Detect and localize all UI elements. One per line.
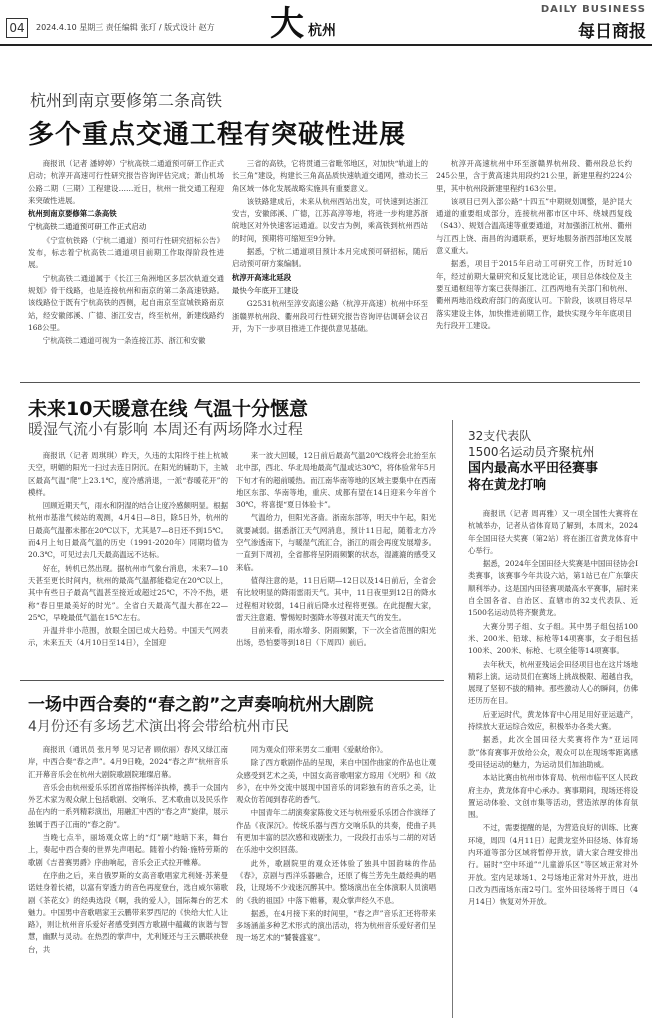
paragraph: 好在，转机已然出现。据杭州市气象台消息，未来7—10天甚至更长时间内，杭州的最高气温都能稳定在20℃以上，其中有些日子最高气温甚至接近或超过25℃，不冷不热，堪称“春日里最美好的时光”。全省白天最高气温大都在22—25℃，早晚最低气温在15℃左右。 [28, 563, 228, 622]
weather-column-2 [236, 450, 436, 672]
paragraph: 本站比赛由杭州市体育局、杭州市临平区人民政府主办，黄龙体育中心承办。赛事期间，现场还将设置运动体验、文创市集等活动，营造浓厚的体育氛围。 [468, 773, 638, 820]
paragraph: 不过，需要提醒的是，为营造良好的训练、比赛环境，周四（4月11日）起黄龙室外田径场、体育场内环道等部分区域将暂停开放，请大家合理安排出行。届时“空中环道”“儿童游乐区”等区域正常对外开放。室内足球场1、2号场地正常对外开放，进出口改为西南场东南2号门。室外田径场将于周日（4月14日）恢复对外开放。 [468, 823, 638, 907]
paragraph: 回顾近期天气，雨水和阴湿的结合让度冷感颇明显。根据杭州市基准气候站的观测，4月4日—8日，除5日外，杭州的日最高气温都未都在20℃以下，尤其是7—8日还不到15℃。而4月上旬日最高气温的历史（1991-2020年）同期均值为20.3℃，可见过去几天最高温远不达标。 [28, 501, 228, 560]
concert-headline: 一场中西合奏的“春之韵”之声奏响杭州大剧院 [28, 695, 374, 715]
subheading: 杭州到南京要修第二条高铁 [28, 209, 117, 219]
sports-kicker [468, 428, 595, 460]
paragraph: 大赛分男子组、女子组。其中男子组包括100米、200米、铅球、标枪等14项赛事，女子组包括100米、200米、标枪、七项全能等14项赛事。 [468, 621, 638, 656]
sports-headline-line-2: 将在黄龙打响 [468, 478, 547, 493]
paragraph: 值得注意的是，11日后期—12日以及14日前后，全省会有比较明显的降雨雷雨天气。其中，11日夜里到12日的降水过程相对较弱，14日前后降水过程将更强。在此提醒大家，雷天注意避、警惕短时强降水等强对流天气的发生。 [236, 575, 436, 622]
paragraph: 升温并非小范围，放眼全国已成大趋势。中国天气网表示，未来五天（4月10日至14日），全国迎 [28, 626, 228, 648]
subheading: 最快今年底开工建设 [232, 285, 299, 295]
concert-column-1 [28, 744, 228, 1016]
section-logo: 大 [270, 4, 304, 44]
masthead-rule [0, 44, 652, 46]
concert-column-2 [236, 744, 436, 1016]
paragraph: 去年秋天，杭州亚残运会田径项目也在这片场地精彩上演。运动员们在赛场上挑战极限、超越自我，展现了坚韧不拔的精神。那些激动人心的瞬间，仿佛还历历在目。 [468, 659, 638, 706]
paragraph: 杭淳开高速杭州中环至浙赣界杭州段、衢州段总长约245公里，含于黄高速共用段约21公里，新建里程约224公里，其中杭州段新建里程约163公里。 [436, 159, 632, 193]
paragraph: 目前来看，雨水增多、阴雨频繁，下一次全省范围的阳光出场，恐怕要等到18日（下周四）前后。 [236, 626, 436, 648]
lead-column-1 [28, 158, 224, 374]
sports-body [468, 508, 638, 1016]
paragraph: 来一波大回暖，12日前后最高气温20℃线将会北抬至东北中部，西北、华北局地最高气温或达30℃，将体验常年5月下旬才有的超前暖热。而江南华南等地的区域主要集中在西南地区东部、华南等地，重庆、成都有望在14日迎来今年首个30℃，将喜提“夏日体验卡”。 [236, 451, 436, 510]
section-region: 杭州 [308, 23, 336, 39]
publication-info: 2024.4.10 星期三 责任编辑 张玎 / 版式设计 赵方 [36, 23, 215, 32]
paper-name-cn: 每日商报 [578, 22, 646, 42]
page-number: 04 [6, 18, 28, 38]
paragraph: 气温给力，但阳光吝啬。浙南东部等，明天中午起，阳光就要减弱。据悉浙江天气网消息，预计11日起，随着北方冷空气渗透南下，与暖湿气流汇合，浙江的雨会再度发展增多。一直到下周初，全省都将呈阴雨频繁的状态，湿漉漉的感受又来临。 [236, 513, 436, 572]
paragraph: 据悉，2024年全国田径大奖赛是中国田径协会Ⅰ类赛事，该赛事今年共设六站，第1站已在广东肇庆顺利举办。这是国内田径赛项最高水平赛事，届时来自全国各省、自治区、直辖市的32支代表队、近1500名运动员将齐聚黄龙。 [468, 559, 638, 618]
paragraph: 该铁路建成后，未来从杭州西站出发，可快速到达浙江安吉，安徽郎溪、广德，江苏高淳等地，将进一步构建苏浙皖地区对外快速客运通道。以安吉为例，乘高铁到杭州西站的时间，预期将可缩短至9分钟。 [232, 196, 428, 243]
subheading: 杭淳开高速北延段 [232, 272, 292, 282]
paragraph: 据悉，宁杭二通道项目预计本月完成预可研招标，随后启动预可研方案编制。 [232, 247, 428, 269]
paragraph: 在序曲之后，来自俄罗斯的女高音歌唱家尤利娅·苏莱曼诺娃身着长裙，以富有穿透力的音色再度登台，选自威尔第歌剧《茶花女》的经典选段《啊，我的爱人》，国际舞台的艺术魅力。中国男中音歌唱家王云鹏带来罗西尼的《快给大忙人让路》，则让杭州音乐爱好者感受到西方歌剧中蕴藏的诙谐与智慧，幽默与灵动。在热烈的掌声中，尤利娅还与王云鹏联袂登台，共 [28, 870, 228, 954]
sports-headline [468, 460, 598, 494]
masthead [0, 0, 652, 46]
lead-column-3 [436, 158, 632, 374]
paragraph: 音乐会由杭州爱乐乐团首席指挥杨洋执棒，携手一众国内外艺术家为观众献上包括歌剧、交响乐、艺术歌曲以及民乐作品在内的一系列精彩演出，用融汇中西的“春之声”旋律，展示独属于西子江南的“春之韵”。 [28, 782, 228, 829]
sports-headline-line-1: 国内最高水平田径赛事 [468, 461, 599, 476]
paragraph: 此外，歌剧院里的观众还体验了独具中国韵味的作品《春》，京剧与西洋乐器融合，还原了梅兰芳先生最经典的唱段，让现场不少戏迷沉醉其中。整场演出在全体演职人员演唱的《我的祖国》中落下帷幕，观众掌声经久不息。 [236, 858, 436, 905]
paragraph: 当晚七点半，丽场观众席上的“灯”刷”地暗下来，舞台上，奏起中西合奏的世界先声唱起。随着小约翰·施特劳斯的歌剧《吉普赛男爵》序曲响起，音乐会正式拉开帷幕。 [28, 833, 228, 867]
paragraph: 该项目已列入部公路“十四五”中期规划调整，是沪昆大通道的重要组成部分，连接杭州都市区中环、绕城西复线（S43）、规划合温高速等重要通道，对加强浙江杭州、衢州与江西上饶、南昌的沟通联系，更好地服务浙西部地区发展意义重大。 [436, 196, 632, 256]
paragraph: 后亚运时代，黄龙体育中心用足用好亚运遗产，持续放大亚运综合效应，积极举办各类大赛。 [468, 709, 638, 732]
paragraph: 据悉，此次全国田径大奖赛将作为“亚运同款”体育赛事开放给公众，观众可以在现场零距离感受田径运动的魅力，为运动员们加油助威。 [468, 735, 638, 769]
paragraph: 商报讯（记者 潘婷婷）宁杭高铁二通道预可研工作正式启动；杭淳开高速可行性研究报告咨询评估完成；萧山机场公路二期（三期）工程建设……近日，杭州一批交通工程迎来突破性进展。 [28, 159, 224, 205]
paragraph: 除了西方歌剧作品的呈现，来自中国作曲家的作品也让观众感受到艺术之美，中国女高音歌唱家方琼用《光明》和《故乡》，在中外交流中展现中国音乐的词彩独有的音乐之美，让观众仿若闻到春花的香气。 [236, 758, 436, 805]
paragraph: 三省的高铁，它将贯通三省毗邻地区，对加快“轨道上的长三角”建设，构建长三角高品质快速轨道交通网，推动长三角区域一体化发展战略实施具有重要意义。 [232, 159, 428, 193]
lead-headline: 多个重点交通工程有突破性进展 [28, 120, 407, 150]
paragraph: 商报讯（记者 周琪琪）昨天，久违的太阳终于挂上杭城天空，明媚的阳光一扫过去连日阴沉。在阳光的辅助下，主城区最高气温“爬”上23.1℃，度冷感消退，一派“春暖花开”的模样。 [28, 451, 228, 497]
paragraph: 中国青年二胡演奏家陈俊文还与杭州爱乐乐团合作演绎了作品《夜深沉》。传统乐器与西方交响乐队的共奏，使曲子具有更加丰富的层次感和戏剧张力，一段段打击乐与二胡的对话在乐池中交织回荡。 [236, 808, 436, 855]
paragraph: 宁杭高铁二通道属于《长江三角洲地区多层次轨道交通规划》骨干线路，也是连接杭州和南京的第二条高速铁路。该线路位于既有宁杭高铁的西侧，起自南京至宣城铁路南京站，经安徽郎溪、广德、浙江安吉，终至杭州，新建线路约168公里。 [28, 273, 224, 332]
paragraph: G2531杭州至淳安高速公路（杭淳开高速）杭州中环至浙赣界杭州段、衢州段可行性研究报告咨询评估调研会议召开，为下一步项目推进工作提供意见基础。 [232, 299, 428, 333]
concert-subheadline: 4月份还有多场艺术演出将会带给杭州市民 [28, 719, 289, 735]
paragraph: 宁杭高铁二通道可视为一条连接江苏、浙江和安徽 [42, 336, 206, 346]
subheading: 宁杭高铁二通道预可研工作正式启动 [28, 222, 147, 232]
section-divider-2 [20, 680, 444, 681]
paragraph: 商报讯（通讯员 张月琴 见习记者 顾依丽）春风又绿江南岸，中西合奏“春之声”。4月9日晚，2024“春之声”杭州音乐汇开幕音乐会在杭州大剧院歌剧院璀璨启幕。 [28, 745, 228, 779]
paragraph: 据悉，项目于2015年启动工可研究工作，历时近10年，经过前期大量研究和反复比选论证，项目总体线位及主要互通枢纽等方案已获得浙江、江西两地有关部门和杭州、衢州两地沿线政府部门的高度认可。下阶段，该项目将尽早落实建设主体，加快推进前期工作，最快实现今年年底项目先行段开工建设。 [436, 259, 632, 330]
paragraph: 商报讯（记者 周再雅）又一项全国性大赛将在杭城举办，记者从省体育局了解到，本周末，2024年全国田径大奖赛（第2站）将在浙江省黄龙体育中心举行。 [468, 509, 638, 555]
lead-column-2 [232, 158, 428, 374]
paragraph: 《宁宣杭铁路（宁杭二通道）预可行性研究招标公告》发布，标志着宁杭高铁二通道项目前期工作取得阶段性进展。 [28, 235, 224, 270]
paragraph: 据悉，在4月接下来的时间里，“春之声”音乐汇还将带来多场涵盖多种艺术形式的演出活动，将为杭州音乐爱好者们呈现一场艺术的“饕餮盛宴”。 [236, 908, 436, 943]
weather-subheadline: 暖湿气流小有影响 本周还有两场降水过程 [28, 420, 303, 438]
weather-headline: 未来10天暖意在线 气温十分惬意 [28, 398, 309, 420]
paragraph: 同为观众们带来男女二重唱《爱献给你》。 [250, 745, 388, 754]
sports-kicker-line-2: 1500名运动员齐聚杭州 [468, 445, 595, 459]
section-divider [20, 382, 640, 383]
paper-name-en: DAILY BUSINESS [540, 4, 646, 15]
lead-kicker: 杭州到南京要修第二条高铁 [30, 91, 223, 110]
weather-column-1 [28, 450, 228, 672]
sports-kicker-line-1: 32支代表队 [468, 429, 532, 443]
